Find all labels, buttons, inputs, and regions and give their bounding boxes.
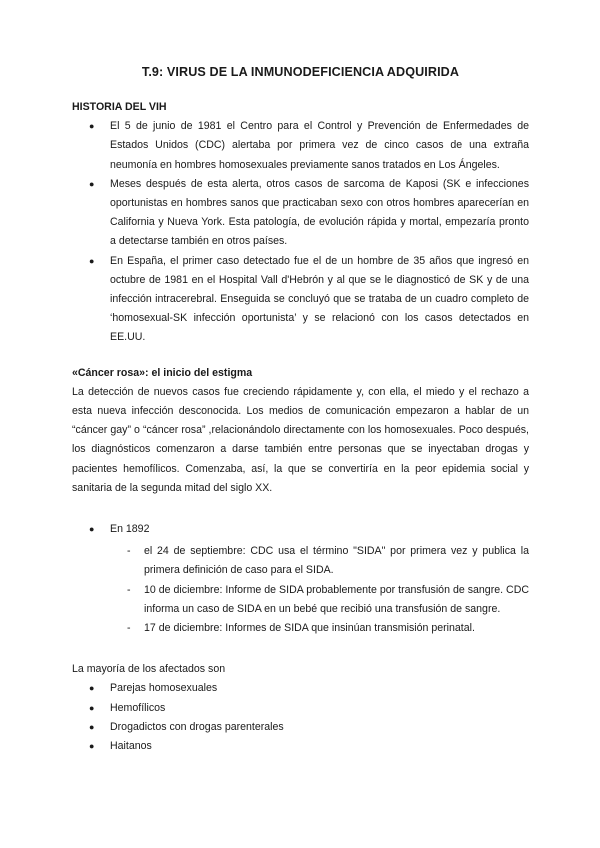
- bullet-icon: ●: [89, 255, 95, 266]
- bullet-icon: ●: [89, 702, 95, 713]
- affected-group: Haitanos: [110, 740, 152, 753]
- list-item: [72, 699, 529, 718]
- list-item: [72, 520, 529, 539]
- timeline-event-list: [72, 542, 529, 638]
- document-page: [72, 62, 529, 756]
- bullet-icon: ●: [89, 121, 95, 132]
- timeline-event: el 24 de septiembre: CDC usa el término "SIDA" por primera vez y publica la primera definición de caso para el SIDA.: [144, 545, 529, 577]
- list-item: [72, 117, 529, 175]
- list-item: [72, 252, 529, 348]
- list-item-text: Meses después de esta alerta, otros casos de sarcoma de Kaposi (SK e infecciones oportunistas en hombres sanos que practicaban sexo con otros hombres aparecerían en California y Nueva York. Esta patología, de evolución rápida y mortal, empezaría pronto a detectarse también en otros países.: [110, 177, 529, 248]
- list-item-text: El 5 de junio de 1981 el Centro para el Control y Prevención de Enfermedades de Estados Unidos (CDC) alertaba por primera vez de cinco casos de una extraña neumonía en hombres homosexuales previamente sanos tratados en Los Ángeles.: [110, 120, 529, 171]
- affected-group: Hemofílicos: [110, 701, 166, 714]
- affected-group: Parejas homosexuales: [110, 682, 218, 695]
- timeline-event: 10 de diciembre: Informe de SIDA probablemente por transfusión de sangre. CDC informa un caso de SIDA en un bebé que recibió una transfusión de sangre.: [144, 583, 529, 615]
- bullet-icon: ●: [89, 683, 95, 694]
- list-item: [72, 619, 529, 638]
- timeline-year: En 1892: [110, 523, 150, 536]
- page-title: T.9: VIRUS DE LA INMUNODEFICIENCIA ADQUIRIDA: [141, 65, 460, 79]
- bullet-icon: ●: [89, 741, 95, 752]
- list-item: [72, 679, 529, 698]
- stigma-paragraph: La detección de nuevos casos fue creciendo rápidamente y, con ella, el miedo y el rechazo a esta nueva infección desconocida. Los medios de comunicación empezaron a hablar de un “cáncer gay” o “cáncer rosa” ,relacionándolo directamente con los homosexuales. Poco después, los diagnósticos comenzaron a darse también entre personas que se inyectaban drogas y pacientes hemofílicos. Comenzaba, así, la que se convertiría en la peor epidemia social y sanitaria de la segunda mitad del siglo XX.: [72, 385, 529, 494]
- timeline-list: [72, 520, 529, 539]
- list-item: [72, 175, 529, 252]
- history-bullet-list: [72, 117, 529, 347]
- bullet-icon: ●: [89, 524, 95, 535]
- affected-group-list: [72, 679, 529, 756]
- affected-group: Drogadictos con drogas parenterales: [110, 720, 284, 733]
- history-heading: HISTORIA DEL VIH: [72, 101, 167, 113]
- dash-icon: -: [127, 545, 131, 558]
- list-item: [72, 581, 529, 619]
- stigma-heading: «Cáncer rosa»: el inicio del estigma: [72, 366, 253, 379]
- bullet-icon: ●: [89, 178, 95, 189]
- affected-intro: La mayoría de los afectados son: [72, 663, 226, 676]
- bullet-icon: ●: [89, 721, 95, 732]
- list-item: [72, 737, 529, 756]
- timeline-event: 17 de diciembre: Informes de SIDA que insinúan transmisión perinatal.: [144, 622, 475, 635]
- dash-icon: -: [127, 622, 131, 635]
- list-item-text: En España, el primer caso detectado fue el de un hombre de 35 años que ingresó en octubre de 1981 en el Hospital Vall d'Hebrón y al que se le diagnosticó de SK y de una infección intracerebral. Enseguida se concluyó que se trataba de un cuadro completo de ‘homosexual-SK infección oportunista’ y se relacionó con los casos detectados en EE.UU.: [110, 254, 529, 344]
- dash-icon: -: [127, 583, 131, 596]
- list-item: [72, 718, 529, 737]
- list-item: [72, 542, 529, 580]
